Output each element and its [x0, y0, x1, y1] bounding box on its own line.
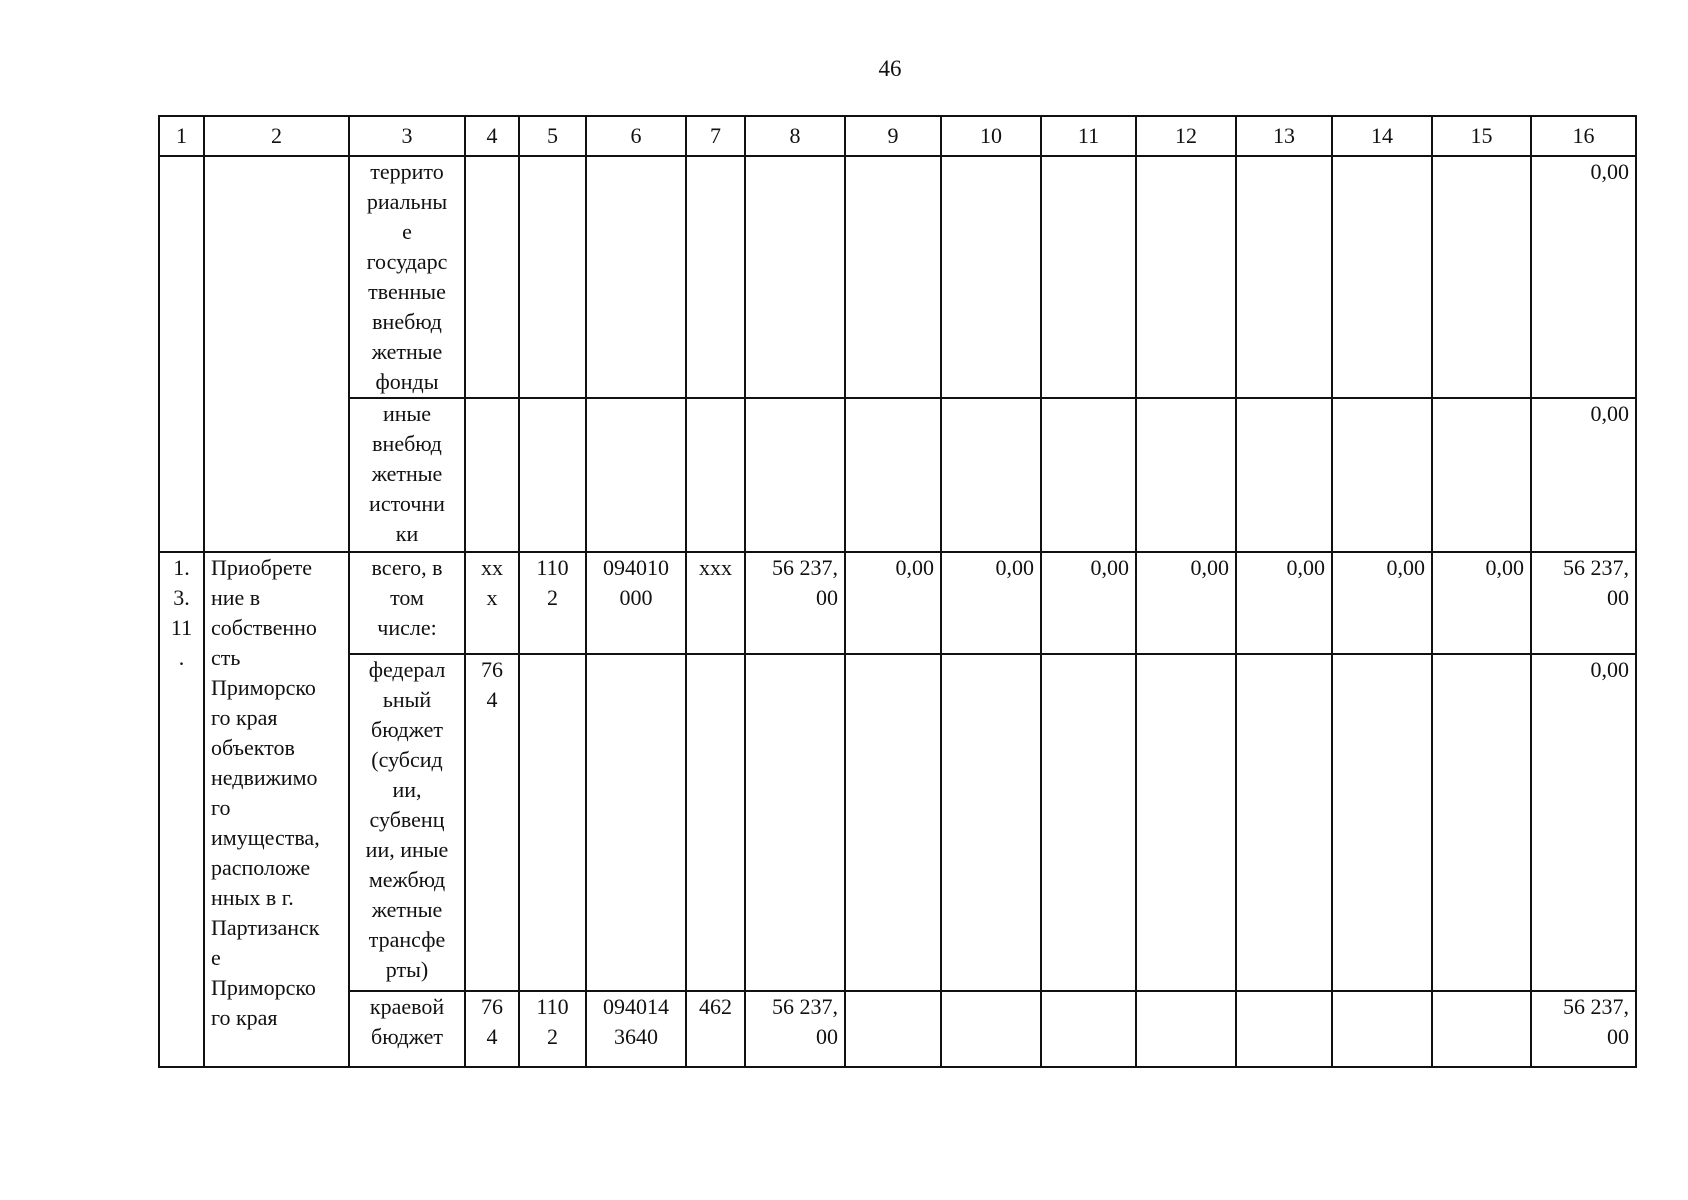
column-header: 8 [745, 116, 845, 156]
column-header: 7 [686, 116, 745, 156]
table-row [159, 991, 1636, 1067]
value-cell: 56 237, 00 [745, 552, 845, 654]
ministry-code-cell: хх х [465, 552, 519, 654]
section-code-cell: 110 2 [519, 552, 586, 654]
column-header: 1 [159, 116, 204, 156]
value-cell: 0,00 [1236, 552, 1332, 654]
column-header: 6 [586, 116, 686, 156]
column-header: 14 [1332, 116, 1432, 156]
item-name-cell: Приобрете ние в собственно сть Приморско го края объектов недвижимо го имущества, расположе нных в г. Партизанск е Приморско го края [204, 552, 349, 1067]
column-header: 4 [465, 116, 519, 156]
column-header: 10 [941, 116, 1041, 156]
column-header: 5 [519, 116, 586, 156]
column-header: 12 [1136, 116, 1236, 156]
expense-type-cell: ххх [686, 552, 745, 654]
budget-table [158, 115, 1637, 1068]
target-article-cell: 094014 3640 [586, 991, 686, 1067]
column-header: 3 [349, 116, 465, 156]
column-header: 2 [204, 116, 349, 156]
funding-source-cell: всего, в том числе: [349, 552, 465, 654]
value-cell: 0,00 [845, 552, 941, 654]
expense-type-cell: 462 [686, 991, 745, 1067]
item-number-cell: 1. 3. 11 . [159, 552, 204, 1067]
table-row [159, 156, 1636, 398]
ministry-code-cell: 76 4 [465, 654, 519, 991]
column-header: 11 [1041, 116, 1136, 156]
total-value-cell: 56 237, 00 [1531, 552, 1636, 654]
value-cell: 0,00 [1432, 552, 1531, 654]
table-row [159, 552, 1636, 654]
column-header: 13 [1236, 116, 1332, 156]
total-value-cell: 0,00 [1531, 156, 1636, 398]
target-article-cell: 094010 000 [586, 552, 686, 654]
value-cell: 0,00 [1136, 552, 1236, 654]
value-cell: 0,00 [1041, 552, 1136, 654]
table-row [159, 654, 1636, 991]
section-code-cell: 110 2 [519, 991, 586, 1067]
item-number-cell-empty [159, 156, 204, 552]
value-cell: 56 237, 00 [745, 991, 845, 1067]
column-header: 15 [1432, 116, 1531, 156]
column-header: 16 [1531, 116, 1636, 156]
value-cell: 0,00 [1332, 552, 1432, 654]
funding-source-cell: иные внебюд жетные источни ки [349, 398, 465, 552]
column-header: 9 [845, 116, 941, 156]
funding-source-cell: террито риальны е государс твенные внебюд жетные фонды [349, 156, 465, 398]
funding-source-cell: краевой бюджет [349, 991, 465, 1067]
total-value-cell: 56 237, 00 [1531, 991, 1636, 1067]
total-value-cell: 0,00 [1531, 398, 1636, 552]
ministry-code-cell: 76 4 [465, 991, 519, 1067]
funding-source-cell: федерал ьный бюджет (субсид ии, субвенц ии, иные межбюд жетные трансфе рты) [349, 654, 465, 991]
total-value-cell: 0,00 [1531, 654, 1636, 991]
page-number: 46 [878, 56, 902, 81]
value-cell: 0,00 [941, 552, 1041, 654]
item-name-cell-empty [204, 156, 349, 552]
column-header-row [159, 116, 1636, 156]
table-row [159, 398, 1636, 552]
